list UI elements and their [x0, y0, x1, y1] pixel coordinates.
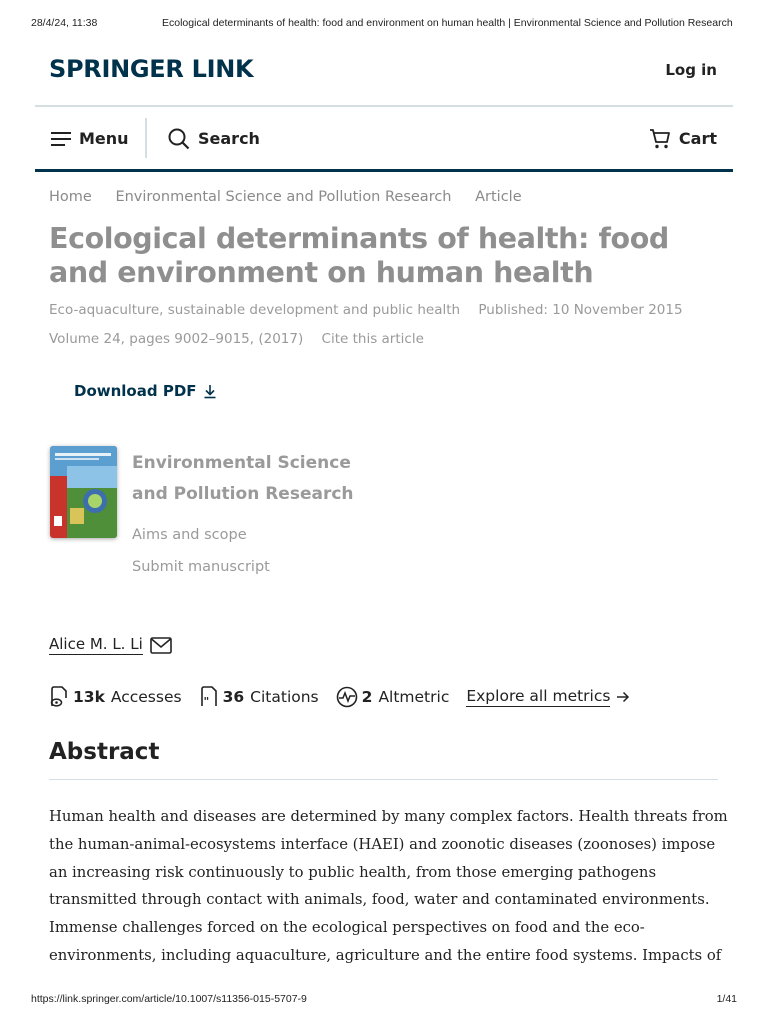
menu-button[interactable] [51, 108, 129, 169]
search-button[interactable] [168, 108, 260, 169]
abstract-heading: Abstract [49, 739, 160, 765]
article-title: Ecological determinants of health: food and environment on human health [49, 222, 669, 289]
breadcrumb-article: Article [475, 189, 522, 205]
citations-count: 36 [222, 688, 245, 706]
cart-icon [649, 128, 671, 150]
menu-label: Menu [79, 129, 129, 148]
abstract-text: Human health and diseases are determined by many complex factors. Health threats from the human-animal-ecosystems interface (HAEI) and zoonotic diseases (zoonoses) impose an increasing risk continuously to public health, from those emerging pathogens transmitted through contact with animals, food, water and contaminated environments. Immense challenges forced on the ecological perspectives on food and the eco-environments, including aquaculture, agriculture and the entire food systems. Impacts of [49, 808, 728, 964]
altmetric-count: 2 [361, 688, 373, 706]
envelope-icon[interactable] [150, 637, 172, 654]
svg-text:": " [203, 695, 209, 708]
citations-metric [199, 686, 319, 708]
citations-label: Citations [250, 688, 319, 706]
breadcrumb [49, 189, 541, 205]
hamburger-icon [51, 131, 71, 147]
search-icon [168, 128, 190, 150]
collection-link[interactable]: Eco-aquaculture, sustainable development and public health [49, 302, 461, 318]
breadcrumb-journal[interactable]: Environmental Science and Pollution Research [115, 189, 452, 205]
altmetric-label: Altmetric [378, 688, 450, 706]
article-meta [49, 302, 697, 318]
header-divider [35, 105, 733, 107]
download-icon [203, 384, 217, 399]
volume-info: Volume 24, pages 9002–9015, (2017) [49, 331, 304, 347]
journal-title-link[interactable]: Environmental Science and Pollution Research [132, 453, 354, 504]
author-name-link[interactable]: Alice M. L. Li [49, 635, 143, 653]
metrics-bar [49, 686, 630, 708]
altmetric-icon [336, 686, 358, 708]
cart-button[interactable] [649, 108, 717, 169]
nav-bar [35, 108, 733, 172]
article-meta-volume [49, 331, 438, 347]
submit-manuscript-link[interactable]: Submit manuscript [132, 559, 270, 575]
cite-article-link[interactable]: Cite this article [321, 331, 424, 347]
print-datetime: 28/4/24, 11:38 [31, 17, 98, 29]
accesses-icon [49, 686, 69, 708]
explore-metrics-label: Explore all metrics [466, 687, 611, 705]
explore-metrics-link[interactable] [466, 687, 630, 707]
download-pdf-button[interactable] [74, 382, 217, 400]
citations-icon [199, 686, 219, 708]
aims-and-scope-link[interactable]: Aims and scope [132, 527, 247, 543]
author-line [49, 635, 172, 655]
altmetric-metric [336, 686, 450, 708]
nav-divider [145, 118, 147, 158]
search-label: Search [198, 129, 260, 148]
accesses-metric [49, 686, 182, 708]
arrow-right-icon [616, 691, 630, 703]
print-page-number: 1/41 [716, 993, 737, 1005]
login-link[interactable]: Log in [665, 61, 717, 79]
accesses-label: Accesses [110, 688, 182, 706]
published-date: Published: 10 November 2015 [478, 302, 683, 318]
print-page-title: Ecological determinants of health: food and environment on human health | Environmental Science and Pollution Research [162, 17, 733, 29]
breadcrumb-home[interactable]: Home [49, 189, 92, 205]
accesses-count: 13k [73, 688, 105, 706]
journal-cover-image[interactable] [50, 446, 117, 538]
springer-link-logo[interactable]: SPRINGER LINK [49, 55, 254, 83]
abstract-divider [49, 779, 718, 780]
cart-label: Cart [678, 129, 717, 148]
download-pdf-label: Download PDF [74, 382, 197, 400]
print-url: https://link.springer.com/article/10.1007/s11356-015-5707-9 [31, 993, 307, 1005]
